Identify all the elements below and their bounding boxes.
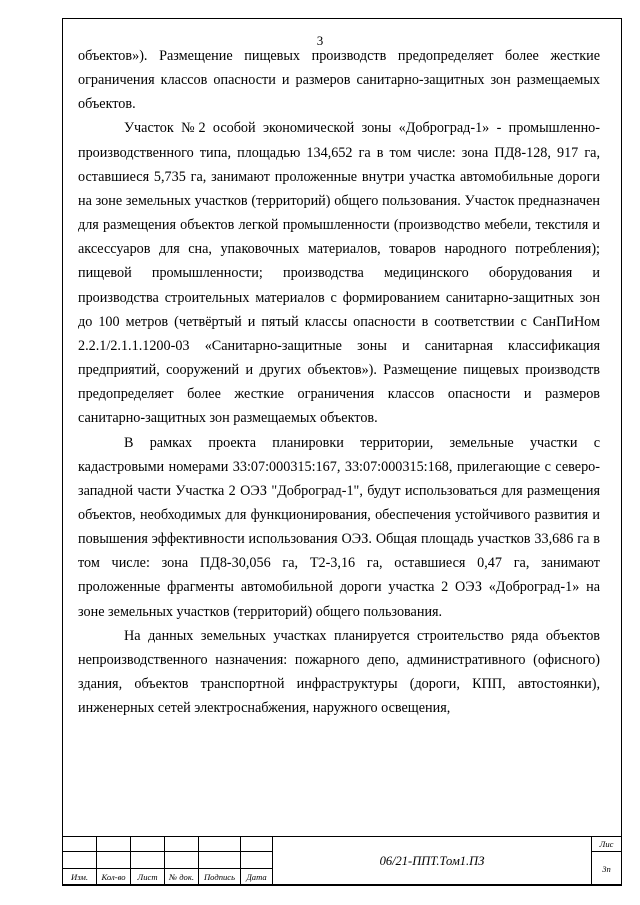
column-header-list: Лист [131, 869, 165, 886]
stamp-cell [131, 852, 165, 869]
paragraph: Участок №2 особой экономической зоны «Доброград-1» - промышленно-производственного типа, площадью 134,652 га в том числе: зона ПД8-128, 917 га, оставшиеся 5,735 га, занимают проложенные внутри участка автомобильные дороги на зоне земельных участков (территорий) общего пользования. Участок предназначен для размещения объектов легкой промышленности (производство мебели, текстиля и аксессуаров для сна, упаковочных материалов, товаров народного потребления); пищевой промышленности; производства медицинского оборудования и производства строительных материалов с формированием санитарно-защитных зон до 100 метров (четвёртый и пятый классы опасности в соответствии с СанПиНом 2.2.1/2.1.1.1200-03 «Санитарно-защитные зоны и санитарная классификация предприятий, сооружений и других объектов»). Размещение пищевых производств предопределяет более жесткие ограничения классов опасности и размеров санитарно-защитных зон размещаемых объектов. [78, 120, 600, 427]
stamp-cell [131, 837, 165, 852]
stamp-cell [241, 837, 273, 852]
document-code: 06/21-ППТ.Том1.ПЗ [273, 837, 592, 886]
sheet-value: 3п [592, 852, 622, 886]
stamp-cell [97, 837, 131, 852]
stamp-cell [199, 852, 241, 869]
column-header-izm: Изм. [63, 869, 97, 886]
paragraph: В рамках проекта планировки территории, земельные участки с кадастровыми номерами 33:07:000315:167, 33:07:000315:168, прилегающие с северо-западной части Участка 2 ОЭЗ "Доброград-1", будут использоваться для размещения объектов, необходимых для функционирования, обеспечения устойчивого развития и повышения эффективности использования ОЭЗ. Общая площадь участков 33,686 га в том числе: зона ПД8-30,056 га, Т2-3,16 га, оставшиеся 0,47 га, занимают проложенные фрагменты автомобильной дороги участка 2 ОЭЗ «Доброград-1» на зоне земельных участков (территорий) общего пользования. [78, 434, 600, 620]
column-header-date: Дата [241, 869, 273, 886]
stamp-cell [165, 837, 199, 852]
stamp-cell [241, 852, 273, 869]
stamp-cell [97, 852, 131, 869]
sheet-label: Лис [592, 837, 622, 852]
column-header-kolvo: Кол-во [97, 869, 131, 886]
stamp-cell [63, 837, 97, 852]
column-header-signature: Подпись [199, 869, 241, 886]
document-body [78, 44, 600, 720]
paragraph: На данных земельных участках планируется строительство ряда объектов непроизводственного назначения: пожарного депо, административного (офисного) здания, объектов транспортной инфраструктуры (дороги, КПП, автостоянки), инженерных сетей электроснабжения, наружного освещения, [78, 627, 600, 717]
paragraph: объектов»). Размещение пищевых производств предопределяет более жесткие ограничения классов опасности и размеров санитарно-защитных зон размещаемых объектов. [78, 48, 600, 113]
page-number: 3 [316, 33, 324, 48]
title-block [62, 836, 622, 885]
stamp-cell [165, 852, 199, 869]
stamp-cell [199, 837, 241, 852]
stamp-cell [63, 852, 97, 869]
column-header-doc: № док. [165, 869, 199, 886]
